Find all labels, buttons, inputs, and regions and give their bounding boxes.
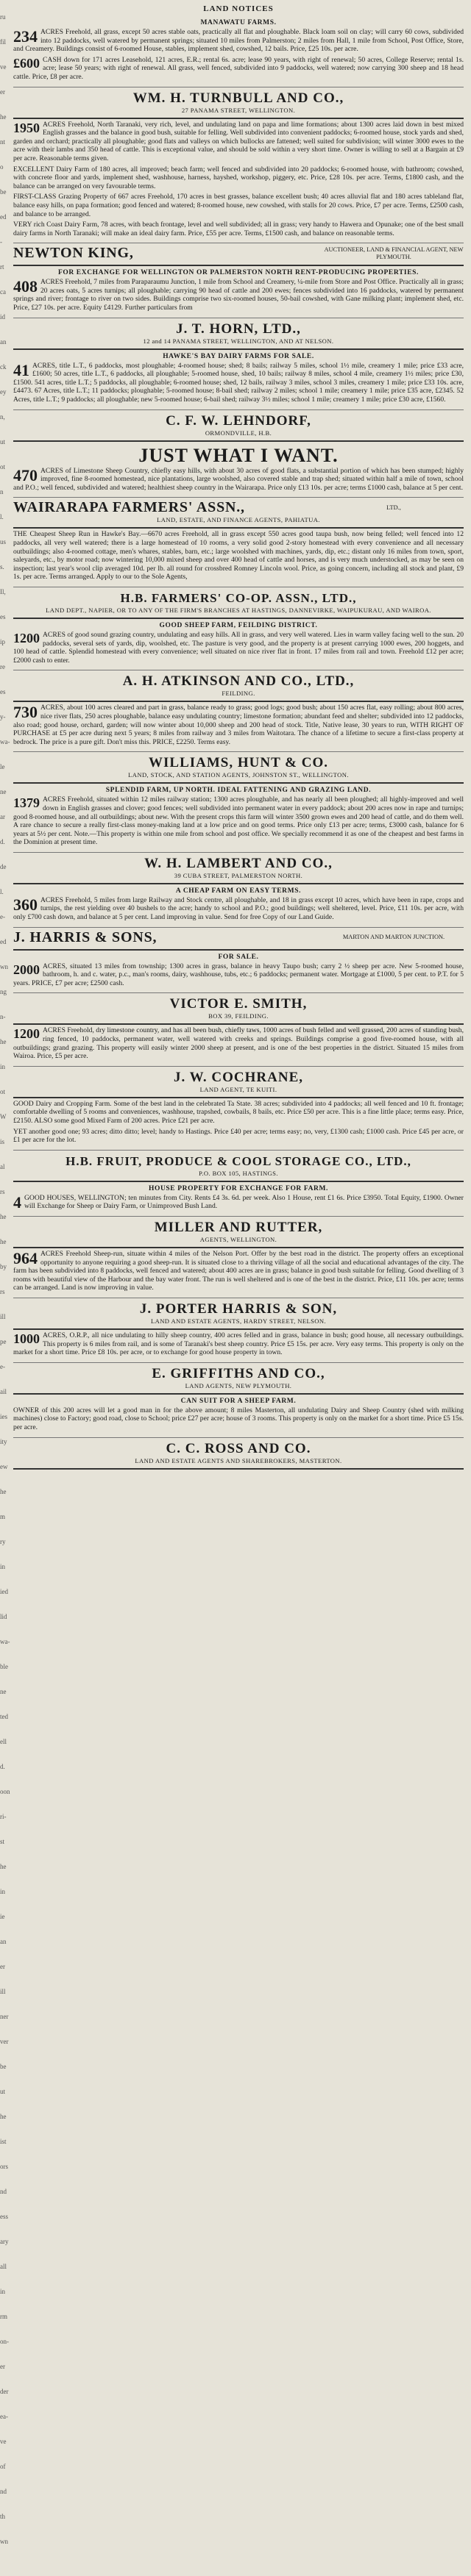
agent-name: E. GRIFFITHS AND CO., [152, 1365, 325, 1381]
agent-address: FEILDING. [222, 690, 255, 698]
gutter-fragment: nd [0, 2188, 7, 2195]
land-advert [13, 702, 464, 752]
gutter-fragment: ess [0, 2213, 8, 2220]
advert-paragraph [13, 165, 464, 191]
advert-paragraph [13, 221, 464, 237]
gutter-fragment: re [0, 663, 5, 670]
gutter-fragment: id [0, 313, 6, 321]
land-advert [13, 1298, 464, 1330]
advert-heading: A CHEAP FARM ON EASY TERMS. [175, 887, 302, 895]
gutter-fragment: he [0, 1213, 7, 1220]
agent-address: BOX 39, FEILDING. [208, 1012, 269, 1020]
land-advert [13, 619, 464, 670]
gutter-fragment: d. [0, 1763, 5, 1770]
acreage-figure: 964 [13, 1248, 38, 1267]
gutter-fragment: be [0, 188, 7, 196]
gutter-fragment: W [0, 1113, 7, 1120]
advert-paragraph [13, 1128, 464, 1145]
advert-heading: CAN SUIT FOR A SHEEP FARM. [180, 1397, 297, 1405]
land-advert [13, 752, 464, 784]
acreage-figure: 2000 [13, 962, 40, 977]
land-advert [13, 119, 464, 244]
agent-signature [13, 245, 464, 262]
gutter-fragment: n [0, 488, 4, 495]
gutter-fragment: lid [0, 1613, 7, 1620]
gutter-fragment: ut [0, 438, 6, 446]
land-advert [13, 16, 464, 87]
agent-address: LAND AND ESTATE AGENTS, HARDY STREET, NELSON. [150, 1317, 327, 1325]
land-advert [13, 442, 464, 498]
advert-text: ACRES, O.R.P., all nice undulating to hilly sheep country, 400 acres felled and in grass, balance in bush; good house, all necessary outbuildings. This property is 6 miles from rail, and is some of Taranaki's best sheep country. Price £5 15s. per acre. Very easy terms. This property is only on the market for a short time. Price £8 10s. per acre, or to exchange for good house property in town. [13, 1331, 464, 1357]
land-advert [13, 1395, 464, 1438]
advert-paragraph [13, 631, 464, 665]
gutter-fragment: of [0, 2463, 6, 2470]
gutter-fragment: ri- [0, 1813, 7, 1820]
agent-address: LAND AGENTS, NEW PLYMOUTH. [185, 1381, 292, 1389]
advert-text: VERY rich Coast Dairy Farm, 78 acres, with beach frontage, level and well subdivided; all in grass; very handy to Hawera and Opunake; one of the best small dairy farms in North Taranaki; will make an ideal dairy farm. Price, £55 per acre. Terms, £1500 cash, and balance on reasonable terms. [13, 221, 464, 237]
gutter-fragment: rm [0, 2313, 7, 2320]
agent-name: MILLER AND RUTTER, [154, 1219, 323, 1235]
advert-text: ACRES Freehold, North Taranaki, very rich, level, and undulating land on papa and lime formations; about 1300 acres laid down in best mixed English grasses and the balance in good bush, suitable for felling. Well subdivided into convenient paddocks; 6-roomed house, stock yards and shed, garden and orchard; practically all ploughable; good flats and valleys on which bullocks are fattened; well suited for subdivision; will winter 3000 ewes to the acre with their lambs and 350 head of cattle. This is exceptional value, and should be sold within a very short time. Owner is willing to sell at a Bargain at £9 per acre. Reasonable terms given. [13, 120, 464, 162]
agent-name: WM. H. TURNBULL AND CO., [132, 90, 344, 106]
gutter-fragment: ors [0, 2163, 8, 2170]
gutter-fragment: be [0, 2063, 7, 2070]
gutter-fragment: ble [0, 1663, 8, 1670]
agent-address: LAND, STOCK, AND STATION AGENTS, JOHNSTON ST., WELLINGTON. [128, 771, 349, 779]
agent-address: 12 and 14 PANAMA STREET, WELLINGTON, AND AT NELSON. [143, 337, 334, 345]
agent-address: P.O. BOX 105, HASTINGS. [199, 1169, 278, 1177]
land-advert [13, 266, 464, 318]
gutter-fragment: an [0, 338, 7, 346]
gutter-fragment: ie [0, 1913, 5, 1920]
advert-paragraph [13, 1250, 464, 1292]
land-advert [13, 853, 464, 884]
gutter-fragment: ill [0, 1313, 6, 1320]
advert-text: ACRES Freehold, all grass, except 50 acres stable oats, practically all flat and ploughable. Black loam soil on clay; will carry 60 cows, subdivided into 12 paddocks, well watered by permanent springs; situated 10 miles from Palmerston; 2 miles from Hall, 1 mile from School, Post Office, Store, and Creamery. Buildings consist of 6-roomed House, stables, implement shed, cowshed, 12 bails. Price, £25 10s. per acre. [13, 28, 464, 54]
advert-heading: MANAWATU FARMS. [200, 19, 277, 26]
advert-paragraph [13, 1406, 464, 1432]
agent-address: 39 CUBA STREET, PALMERSTON NORTH. [174, 871, 303, 879]
advert-paragraph [13, 1331, 464, 1357]
advert-text: ACRES Freehold, 7 miles from Paraparaumu Junction, 1 mile from School and Creamery, ¼-mile from Store and Post Office. Practically all in grass; 20 acres oats, 5 acres turnips; all ploughable; carrying 90 head of cattle and 200 ewes; fences subdivided into 16 paddocks, watered by permanent springs and river; frontage to river on two sides. Buildings comprise two six-roomed houses, 50-bail cowshed, with Gane milking plant; implement shed, etc. Price, £27 10s. per acre. Equity £4129. Further particulars from [13, 278, 464, 312]
classified-ads [13, 16, 464, 1470]
acreage-figure: 360 [13, 895, 38, 914]
gutter-fragment: ary [0, 2238, 9, 2245]
advert-text: ACRES, about 100 acres cleared and part in grass, balance ready to grass; good logs; good bush; about 150 acres flat, easy rolling; about 800 acres, nice river flats, 250 acres ploughable, balance easy undulating country; limestone formation; abundant feed and shelter; subdivided into 12 paddocks, also road; good house, orchard, garden; will now winter about 10,000 sheep and 200 head of stock. Title, Native lease, 30 years to run, WITH RIGHT OF PURCHASE at £5 per acre during next 5 years; 8 miles from railway and 3 miles from Waitotara. The chance of a lifetime to secure a first-class property at bedrock. The price is a pure gift. Don't miss this. PRICE, £2250. Terms easy. [13, 704, 464, 746]
agent-name: NEWTON KING, [13, 245, 134, 262]
gutter-fragment: in [0, 2288, 6, 2295]
gutter-fragment: an [0, 1938, 7, 1945]
agent-name: H.B. FARMERS' CO-OP. ASSN., LTD., [120, 590, 357, 605]
advert-heading: HAWKE'S BAY DAIRY FARMS FOR SALE. [163, 352, 314, 360]
land-advert [13, 928, 464, 951]
agent-name: A. H. ATKINSON AND CO., LTD., [122, 673, 355, 690]
advert-text: FIRST-CLASS Grazing Property of 667 acres Freehold, 170 acres in best grasses, balance excellent bush; 40 acres alluvial flat and 180 acres tableland flat, balance easy hills, on papa formation; good fenced and watered; 8-roomed house, new cowshed, with stalls for 20 cows. Price, £7 per acre. Terms, £2500 cash, and balance to be arranged. [13, 193, 464, 218]
gutter-fragment: he [0, 113, 7, 121]
land-advert [13, 670, 464, 702]
acreage-figure: 408 [13, 277, 38, 296]
agent-signature [13, 929, 464, 946]
gutter-fragment: ew [0, 1463, 8, 1470]
gutter-fragment: ar [0, 813, 5, 820]
land-advert [13, 1025, 464, 1066]
gutter-fragment: on- [0, 2338, 9, 2345]
gutter-fragment: ied [0, 1588, 8, 1595]
gutter-fragment: he [0, 1863, 7, 1870]
agent-address: LAND, ESTATE, AND FINANCE AGENTS, PAHIATUA. [157, 516, 320, 524]
agent-name: H.B. FRUIT, PRODUCE & COOL STORAGE CO., LTD., [65, 1153, 411, 1168]
gutter-fragment: wn [0, 963, 8, 970]
land-advert [13, 87, 464, 119]
gutter-fragment: by [0, 1263, 7, 1270]
gutter-fragment: ne [0, 788, 7, 795]
advert-text: YET another good one; 93 acres; ditto ditto; level; handy to Hastings. Price £40 per acre; terms easy; no, very, £1300 cash; £1000 cash. Price £45 per acre, or £1 per acre for the lot. [13, 1127, 464, 1145]
gutter-fragment: - [0, 238, 2, 246]
gutter-fragment: es [0, 688, 6, 695]
advert-paragraph [13, 278, 464, 312]
acreage-figure: 1950 [13, 120, 40, 135]
acreage-figure: 1379 [13, 795, 40, 811]
agent-signature [13, 499, 464, 516]
advert-heading: FOR SALE. [218, 953, 259, 961]
gutter-fragment: wa- [0, 1638, 10, 1645]
advert-paragraph [13, 193, 464, 218]
agent-suffix: LTD., [386, 504, 401, 511]
gutter-fragment: de [0, 863, 7, 870]
gutter-fragment: o [0, 163, 4, 171]
advert-text: ACRES Freehold, 5 miles from large Railway and Stock centre, all ploughable, and 18 in grass except 10 acres, which have been in rape, crops and turnips, the rest yielding over 40 bushels to the acre; handy to school and P.O.; good buildings; well sheltered, level. Price, £11 10s. per acre, with only £700 cash down, and balance at 5 per cent. Land improving in value. Send for free Copy of our Land Guide. [13, 895, 464, 922]
gutter-fragment: ail [0, 1388, 7, 1395]
gutter-fragment: l. [0, 888, 4, 895]
land-advert [13, 318, 464, 350]
land-advert [13, 1363, 464, 1395]
advert-paragraph [13, 1100, 464, 1126]
gutter-fragment: fil [0, 38, 6, 46]
advert-paragraph [13, 530, 464, 582]
acreage-figure: 4 [13, 1192, 21, 1212]
gutter-fragment: er [0, 88, 5, 96]
land-advert [13, 1098, 464, 1151]
agent-address: LAND AGENT, TE KUITI. [199, 1085, 277, 1093]
land-advert [13, 498, 464, 529]
gutter-fragment: s. [0, 563, 4, 570]
acreage-figure: 234 [13, 27, 38, 46]
gutter-fragment: pe [0, 1338, 7, 1345]
land-advert [13, 951, 464, 994]
gutter-fragment: st [0, 1838, 5, 1845]
advert-paragraph [13, 896, 464, 922]
gutter-fragment: der [0, 2388, 9, 2395]
agent-name: WILLIAMS, HUNT & CO. [149, 755, 328, 771]
gutter-fragment: ey [0, 388, 7, 396]
land-advert [13, 1248, 464, 1298]
gutter-fragment: er [0, 1963, 5, 1970]
gutter-fragment: m [0, 1513, 6, 1520]
advert-paragraph [13, 1026, 464, 1060]
agent-name: WAIRARAPA FARMERS' ASSN., [13, 499, 245, 516]
land-advert [13, 884, 464, 928]
advert-text: ACRES Freehold Sheep-run, situate within 4 miles of the Nelson Port. Offer by the best road in the district. The property offers an exceptional opportunity to anyone requiring a good sheep-run. It is situated close to a thriving village of all the social and educational advantages of the city. The farm has been subdivided into 8 paddocks, well fenced and watered; about 400 acres are in grass; balance in good bush suitable for felling. Good dwelling of 3 rooms with beautiful view of the Harbour and the bay water front. The run is well sheltered and is one of the best in the district. Price, £11 10s. per acre; terms can be arranged. Land is now improving in value. [13, 1249, 464, 1292]
gutter-fragment: is [0, 1138, 5, 1145]
advert-text: ACRES of good sound grazing country, undulating and easy hills. All in grass, and very well watered. Lies in warm valley facing well to the sun. 20 paddocks, several sets of yards, dip, woolshed, etc. The pasture is very good, and the property is at present carrying 1000 ewes, 200 hoggets, and 100 head of cattle. Splendid homestead with every convenience; well situated on nice river flat in front. 17 miles from rail and town. Freehold £12 per acre; £2000 cash to enter. [13, 630, 464, 665]
advert-heading: FOR EXCHANGE FOR WELLINGTON OR PALMERSTON NORTH RENT-PRODUCING PROPERTIES. [57, 269, 419, 277]
acreage-figure: 41 [13, 360, 29, 379]
land-advert [13, 1067, 464, 1098]
gutter-fragment: ip [0, 638, 6, 645]
gutter-fragment: ed [0, 213, 7, 221]
advert-text: ACRES, title L.T., 6 paddocks, most ploughable; 4-roomed house; shed; 8 bails; railway 5 miles, school 1½ mile, creamery 1 mile; price £33 acre, £1600; 50 acres, title L.T., 6 paddocks, all ploughable; 5-roomed house, shed, 10 bails; railway 8 miles, school 4 mile, creamery 1½ miles; price £30, £1500. 541 acres, title L.T.; 5 paddocks, all ploughable; 6-roomed house; shed, 12 bails, railway 3 miles, school 3 miles, creamery 1 mile; price £33 10s. acre, £4473. 67 Acres, title L.T.; 11 paddocks; ploughable; 5-roomed house; 8-bail shed; railway 2 miles; school 1 mile; creamery 1 mile; price £35 acre, £2345. 52 Acres, title L.T.; 9 paddocks; all ploughable; new 5-roomed house; 6-bail shed; railway 3½ miles; school 1 mile; creamery 1 mile; price £30 acre, £1560. [13, 361, 464, 404]
gutter-fragment: er [0, 2363, 5, 2370]
gutter-fragment: ill [0, 1988, 6, 1995]
gutter-fragment: nt [0, 138, 6, 146]
gutter-fragment: ted [0, 1713, 8, 1720]
agent-address: ORMONDVILLE, H.B. [205, 429, 272, 437]
land-advert [13, 529, 464, 587]
gutter-fragment: ist [0, 2138, 7, 2145]
gutter-fragment: d. [0, 838, 5, 845]
gutter-fragment: ell [0, 1738, 7, 1745]
acreage-figure: 470 [13, 465, 38, 484]
acreage-figure: £600 [13, 55, 40, 71]
agent-name: C. F. W. LEHNDORF, [166, 412, 311, 429]
gutter-fragment: ca [0, 288, 6, 296]
advert-paragraph [13, 362, 464, 404]
gutter-fragment: ve [0, 2438, 7, 2445]
gutter-fragment: rs [0, 1188, 5, 1195]
advert-text: EXCELLENT Dairy Farm of 180 acres, all improved; beach farm; well fenced and subdivided into 20 paddocks; 6-roomed house, with bathroom; cowshed, with concrete floor and yards, implement shed, washhouse, harness, hayshed, workshop, piggery, etc. Price, £28 10s. per acre. Terms, £1800 cash, and the balance can be arranged on very favourable terms. [13, 165, 464, 190]
gutter-fragment: th [0, 2513, 6, 2520]
land-advert [13, 1151, 464, 1182]
land-advert [13, 1438, 464, 1470]
gutter-fragment: le [0, 763, 5, 770]
advert-text: ACRES of Limestone Sheep Country, chiefly easy hills, with about 30 acres of good flats, a substantial portion of which has been stumped; highly improved, fine 8-roomed homestead, nice plantations, large woolshed, also covered stable and trap shed; situated within half a mile of town, school and P.O.; well fenced, subdivided and watered; healthiest sheep country in the Wairarapa. Price only £13 10s. per acre; terms £1000 cash, balance at 5 per cent. [13, 466, 464, 492]
agent-address: LAND DEPT., NAPIER, OR TO ANY OF THE FIRM'S BRANCHES AT HASTINGS, DANNEVIRKE, WAIPUKURAU, AND WAIROA. [46, 606, 431, 614]
gutter-fragment: ver [0, 2038, 9, 2045]
land-advert [13, 410, 464, 442]
advert-paragraph [13, 467, 464, 493]
advert-headline: JUST WHAT I WANT. [138, 444, 339, 466]
agent-name: J. T. HORN, LTD., [176, 321, 301, 337]
gutter-fragment: n, [0, 413, 5, 421]
acreage-figure: 730 [13, 703, 38, 722]
advert-text: ACRES Freehold, situated within 12 miles railway station; 1300 acres ploughable, and has nearly all been ploughed; all highly-improved and well down in English grasses and clover; good fences; well subdivided into permanent water in every paddock; about 200 acres now in rape and turnips; good 8-roomed house, and all outbuildings; about new. With the present crops this farm will winter 3500 grown ewes and 200 head of cattle, and do them well. A rare chance to secure a really first-class money-making land at a low price and on good terms. Price only £13 per acre; terms, £3000 cash, balance for 6 years at 5½ per cent. Note.—This property is within one mile from school and post office. We specially recommend it as one of the cheapest and best farms in the Dominion at present time. [13, 795, 464, 847]
adjacent-column-fragment [0, 4, 12, 2566]
newspaper-column [0, 4, 464, 2566]
gutter-fragment: in [0, 1563, 6, 1570]
agent-name: W. H. LAMBERT AND CO., [144, 855, 333, 871]
advert-text: GOOD Dairy and Cropping Farm. Some of the best land in the celebrated Ta State. 38 acres; subdivided into 4 paddocks; all well fenced and 10 ft. frontage; comfortable dwelling of 5 rooms and conveniences, washhouse, trapshed, cowbails, 8 bails, etc. Price £50 per acre. This is a fine little place; terms easy. Price, £2150. ALSO some good Mixed Farm of 200 acres. Price £21 per acre. [13, 1099, 464, 1125]
agent-name: J. HARRIS & SONS, [13, 929, 157, 945]
advert-text: CASH down for 171 acres Leasehold, 121 acres, E.R.; rental 6s. acre; lease 90 years, with right of renewal; 50 acres, College Reserve; rental 1s. acre; lease 50 years; with right of renewal. All grass, well fenced, subdivided into 9 paddocks, well watered; now carrying 300 sheep and 18 head cattle. Price, £8 per acre. [13, 55, 464, 81]
gutter-fragment: ed [0, 938, 7, 945]
gutter-fragment: nd [0, 2488, 7, 2495]
gutter-fragment: Il, [0, 588, 6, 595]
acreage-figure: 1000 [13, 1331, 40, 1346]
gutter-fragment: ru [0, 13, 6, 21]
gutter-fragment: wa- [0, 738, 10, 745]
gutter-fragment: y- [0, 713, 6, 720]
advert-paragraph [13, 121, 464, 163]
advert-heading: SPLENDID FARM, UP NORTH. IDEAL FATTENING AND GRAZING LAND. [105, 787, 372, 795]
gutter-fragment: he [0, 2113, 7, 2120]
advert-paragraph [13, 56, 464, 82]
advert-paragraph [13, 795, 464, 847]
agent-address: 27 PANAMA STREET, WELLINGTON. [181, 106, 296, 114]
gutter-fragment: e- [0, 913, 5, 920]
gutter-fragment: ne [0, 1688, 7, 1695]
gutter-fragment: oon [0, 1788, 10, 1795]
section-heading: LAND NOTICES [203, 4, 274, 13]
gutter-fragment: al [0, 1163, 5, 1170]
acreage-figure: 1200 [13, 630, 40, 645]
agent-address: AGENTS, WELLINGTON. [199, 1235, 277, 1243]
gutter-fragment: in [0, 1888, 6, 1895]
advert-text: THE Cheapest Sheep Run in Hawke's Bay.—6670 acres Freehold, all in grass except 550 acres good taupa bush, now being felled; well fenced into 12 paddocks, all very well watered; there is a large homestead of 10 rooms, a very solid good 2-story homestead with every convenience and all necessary outbuildings; also 4-roomed cottage, men's whares, stables, barn, etc.; large woolshed with machines, yards, dip, etc.; distant only 16 miles from town, sport, saleyards, etc., by motor road; now wintering 10,000 mixed sheep and over 400 head of cattle and horses, and is very much understocked, as may be seen on inspection; last year's wool clip averaged 10d. per lb. all round for crossbred Romney Lincoln wool. Price, as going concern, including all stock and plant, £9 1s. per acre. Terms arranged. Apply to our to the Sole Agents, [13, 530, 464, 582]
advert-text: ACRES Freehold, dry limestone country, and has all been bush, chiefly taws, 1000 acres of bush felled and well grassed, 200 acres of standing bush, ring fenced, 10 paddocks, permanent water, well watered with creeks and springs. Buildings comprise a good five-roomed house, with all outbuildings; grand grazing. This property will easily winter 2000 sheep at present, and is one of the best properties in the district. Situated 15 miles from Wairoa. Price, £5 per acre. [13, 1026, 464, 1061]
land-advert [13, 784, 464, 853]
gutter-fragment: ot [0, 463, 6, 471]
agent-name: VICTOR E. SMITH, [169, 996, 308, 1012]
gutter-fragment: ck [0, 363, 7, 371]
gutter-fragment: rt [0, 263, 4, 271]
gutter-fragment: ot [0, 1088, 6, 1095]
land-advert [13, 1330, 464, 1363]
land-advert [13, 243, 464, 266]
gutter-fragment: ry [0, 1538, 6, 1545]
agent-name: J. W. COCHRANE, [174, 1069, 303, 1085]
advert-paragraph [13, 28, 464, 54]
land-advert [13, 1182, 464, 1217]
gutter-fragment: ity [0, 1438, 7, 1445]
agent-address: LAND AND ESTATE AGENTS AND SHAREBROKERS, MASTERTON. [135, 1456, 342, 1464]
gutter-fragment: ut [0, 2088, 6, 2095]
advert-text: GOOD HOUSES, WELLINGTON; ten minutes from City. Rents £4 3s. 6d. per week. Also 1 House, rent £1 6s. Price £3950. Total Equity, £1900. Owner will Exchange for Sheep or Dairy Farm, or Unimproved Bush Land. [24, 1193, 464, 1211]
acreage-figure: 1200 [13, 1026, 40, 1042]
advert-paragraph [13, 704, 464, 746]
gutter-fragment: rs [0, 1288, 5, 1295]
agent-address: MARTON AND MARTON JUNCTION. [342, 934, 445, 941]
gutter-fragment: he [0, 1038, 7, 1045]
agent-address: AUCTIONEER, LAND & FINANCIAL AGENT, NEW PLYMOUTH. [324, 246, 464, 260]
advert-paragraph [13, 962, 464, 988]
gutter-fragment: all [0, 2263, 7, 2270]
land-advert [13, 993, 464, 1025]
advert-heading: HOUSE PROPERTY FOR EXCHANGE FOR FARM. [148, 1184, 329, 1192]
agent-name: C. C. ROSS AND CO. [166, 1440, 311, 1456]
land-advert [13, 587, 464, 619]
advert-text: ACRES, situated 13 miles from township; 1300 acres in grass, balance in heavy Taupo bush; carry 2 ½ sheep per acre. New 5-roomed house, bathroom, h. and c. water, p.c., man's rooms, dairy, washhouse, tubs, etc.; 6 paddocks; permanent water. Mortgage at £1000, 5 per cent. to P.T. for 5 years. PRICE, £7 per acre; £2500 cash. [13, 962, 464, 987]
gutter-fragment: us [0, 538, 7, 545]
gutter-fragment: wn [0, 2538, 8, 2545]
gutter-fragment: he [0, 1488, 7, 1495]
advert-paragraph [13, 1194, 464, 1211]
gutter-fragment: l. [0, 513, 4, 520]
gutter-fragment: ner [0, 2013, 9, 2020]
gutter-fragment: ea- [0, 2413, 8, 2420]
land-advert [13, 1217, 464, 1248]
land-advert [13, 350, 464, 410]
gutter-fragment: n- [0, 1013, 6, 1020]
gutter-fragment: he [0, 1238, 7, 1245]
gutter-fragment: e- [0, 1363, 5, 1370]
gutter-fragment: in [0, 1063, 6, 1070]
advert-heading: GOOD SHEEP FARM, FEILDING DISTRICT. [159, 621, 318, 629]
gutter-fragment: ng [0, 988, 7, 995]
advert-text: OWNER of this 200 acres will let a good man in for the above amount; 8 miles Masterton, all undulating Dairy and Sheep Country (shed with milking machines) close to Factory; good road, close to School; price £27 per acre; house of 3 rooms. This property is only on the market for a short time. Price £5 15s. per acre. [13, 1406, 464, 1431]
gutter-fragment: ve [0, 63, 7, 71]
gutter-fragment: es [0, 613, 6, 620]
gutter-fragment: ies [0, 1413, 7, 1420]
agent-name: J. PORTER HARRIS & SON, [139, 1300, 338, 1317]
